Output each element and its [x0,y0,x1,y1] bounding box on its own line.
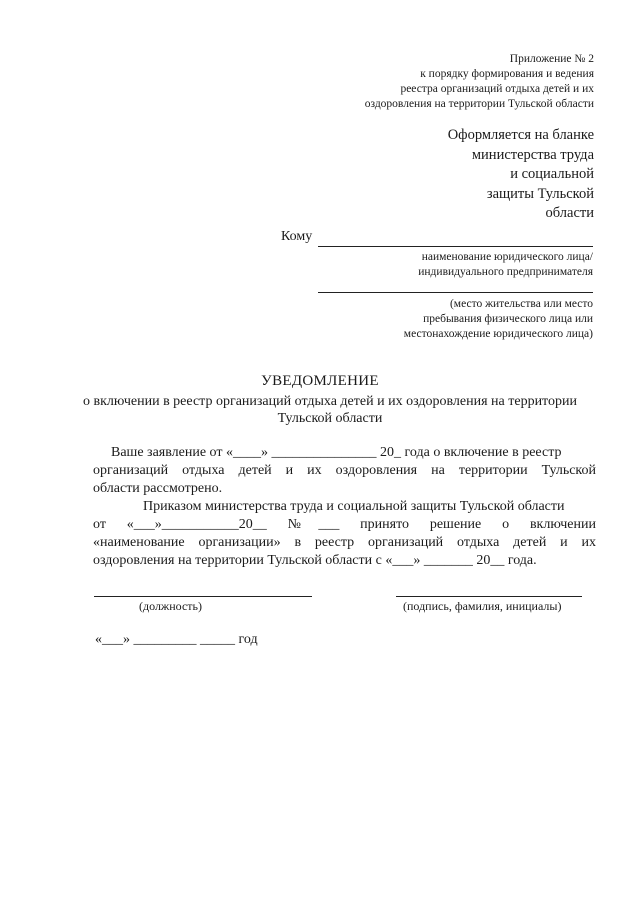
blank-note-line-4: защиты Тульской [486,185,594,202]
recipient-hint-2-line-1: (место жительства или место [449,298,593,310]
recipient-hint-1-line-1: наименование юридического лица/ [421,251,593,263]
appendix-line-1: Приложение № 2 [509,53,594,65]
blank-note [448,126,594,224]
paragraph-2-line-1: Приказом министерства труда и социальной защиты Тульской области [143,499,565,514]
appendix-line-2: к порядку формирования и ведения [420,68,594,80]
document-title: УВЕДОМЛЕНИЕ [261,373,379,389]
position-line [94,596,312,597]
date-line: «___» _________ _____ год [95,632,258,647]
blank-note-line-1: Оформляется на бланке [447,127,594,143]
paragraph-2-line-4: оздоровления на территории Тульской области с «___» _______ 20__ года. [93,553,537,568]
paragraph-2-line-2: от «___»___________20__ №___ принято решение о включении [93,517,596,532]
paragraph-1-line-3: области рассмотрено. [93,481,223,496]
blank-note-line-2: министерства труда [471,146,594,163]
appendix-line-3: реестра организаций отдыха детей и их [400,83,594,95]
recipient-address-line [318,292,593,293]
appendix-line-4: оздоровления на территории Тульской области [364,98,594,110]
paragraph-1-line-1: Ваше заявление от «____» _______________ 20_ года о включение в реестр [111,445,562,460]
blank-note-line-5: области [545,205,594,221]
paragraph-1-line-2: организаций отдыха детей и их оздоровления на территории Тульской [93,463,596,478]
position-caption: (должность) [139,599,202,613]
recipient-hint-2-line-3: местонахождение юридического лица) [403,328,593,340]
recipient-hint-2-line-2: пребывания физического лица или [423,313,593,325]
paragraph-2-line-3: «наименование организации» в реестр организаций отдыха детей и их [93,535,596,550]
recipient-label: Кому [281,229,313,244]
document-subtitle: о включении в реестр организаций отдыха детей и их оздоровления на территории Тульской области [83,394,577,426]
appendix-header [365,52,594,112]
signature-caption: (подпись, фамилия, инициалы) [403,599,562,613]
blank-note-line-3: и социальной [510,166,594,182]
signature-line [396,596,582,597]
recipient-hint-1-line-2: индивидуального предпринимателя [418,266,593,278]
recipient-name-line [318,246,593,247]
